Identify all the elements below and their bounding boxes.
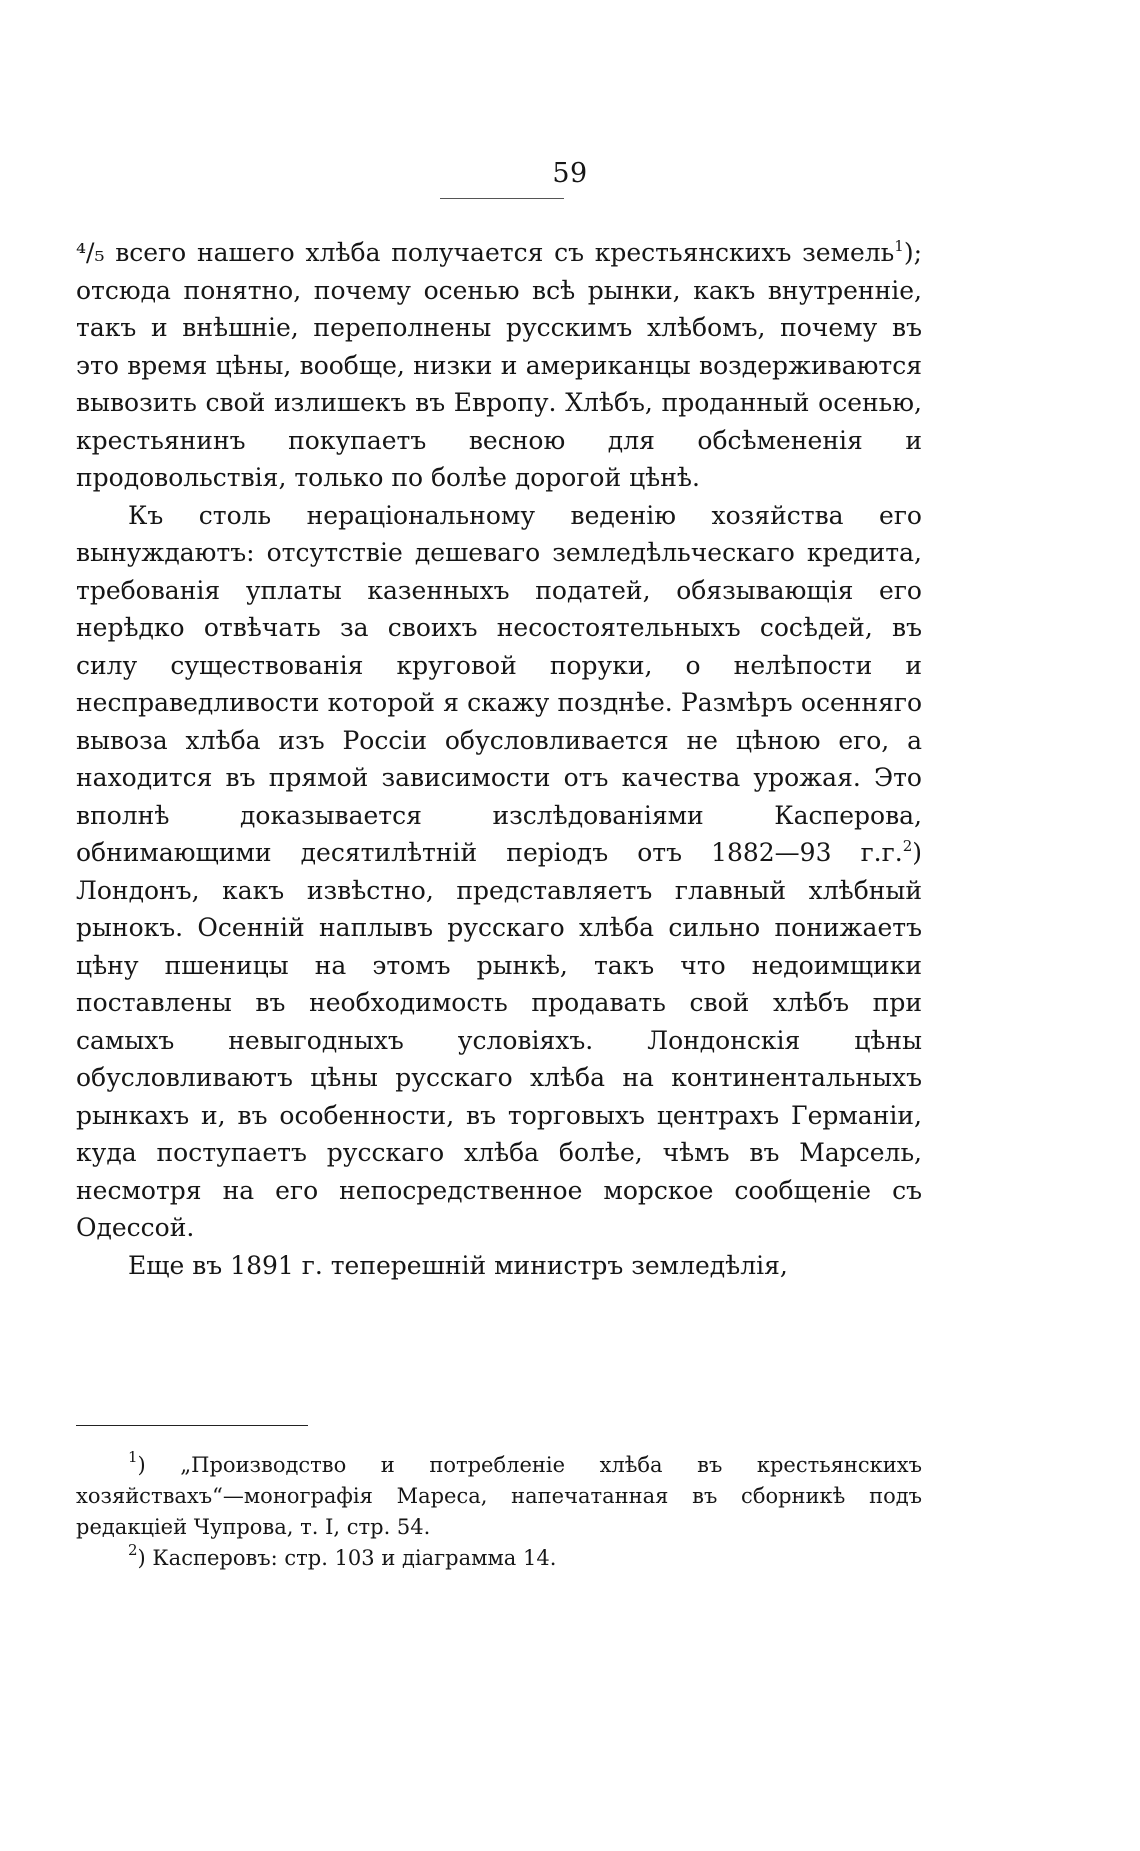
body-text [76,234,922,1284]
footnotes [76,1450,922,1574]
footnote-separator [76,1425,308,1426]
paragraph-2-text-continued: ) Лондонъ, какъ извѣстно, представляетъ главный хлѣбный рынокъ. Осенній наплывъ русскаго хлѣба сильно понижаетъ цѣну пшеницы на этомъ рынкѣ, такъ что недоимщики поставлены въ необходимость продавать свой хлѣбъ при самыхъ невыгодныхъ условіяхъ. Лондонскія цѣны обусловливаютъ цѣны русскаго хлѣба на континентальныхъ рынкахъ и, въ особенности, въ торговыхъ центрахъ Германіи, куда поступаетъ русскаго хлѣба болѣе, чѣмъ въ Марсель, несмотря на его непосредственное морское сообщеніе съ Одессой. [76,838,922,1242]
paragraph-2 [76,497,922,1247]
paragraph-1-text-continued: ); отсюда понятно, почему осенью всѣ рынки, какъ внутренніе, такъ и внѣшніе, переполнены русскимъ хлѣбомъ, почему въ это время цѣны, вообще, низки и американцы воздерживаются вывозить свой излишекъ въ Европу. Хлѣбъ, проданный осенью, крестьянинъ покупаетъ весною для обсѣмененія и продовольствія, только по болѣе дорогой цѣнѣ. [76,238,922,492]
paragraph-2-text: Къ столь нераціональному веденію хозяйства его вынуждаютъ: отсутствіе дешеваго земледѣльческаго кредита, требованія уплаты казенныхъ податей, обязывающія его нерѣдко отвѣчать за своихъ несостоятельныхъ сосѣдей, въ силу существованія круговой поруки, о нелѣпости и несправедливости которой я скажу позднѣе. Размѣръ осенняго вывоза хлѣба изъ Россіи обусловливается не цѣною его, а находится въ прямой зависимости отъ качества урожая. Это вполнѣ доказывается изслѣдованіями Касперова, обнимающими десятилѣтній періодъ отъ 1882—93 г.г. [76,500,922,867]
footnote-2-text: ) Касперовъ: стр. 103 и діаграмма 14. [137,1546,557,1570]
page-number-rule [440,198,564,199]
footnote-2-marker: 2 [128,1541,138,1559]
paragraph-3-text: Еще въ 1891 г. теперешній министръ земледѣлія, [128,1250,788,1280]
page-number: 59 [552,158,588,189]
paragraph-1-text: ⁴/₅ всего нашего хлѣба получается съ крестьянскихъ земель [76,238,895,267]
footnote-1 [76,1450,922,1543]
footnote-ref-2: 2 [902,837,913,855]
paragraph-1 [76,234,922,497]
paragraph-3 [76,1247,922,1285]
footnote-2 [76,1543,922,1574]
footnote-1-marker: 1 [128,1448,138,1466]
footnote-ref-1: 1 [894,237,904,255]
footnote-1-text: ) „Производство и потребленіе хлѣба въ крестьянскихъ хозяйствахъ“—монографія Мареса, напечатанная въ сборникѣ подъ редакціей Чупрова, т. I, стр. 54. [76,1453,922,1539]
